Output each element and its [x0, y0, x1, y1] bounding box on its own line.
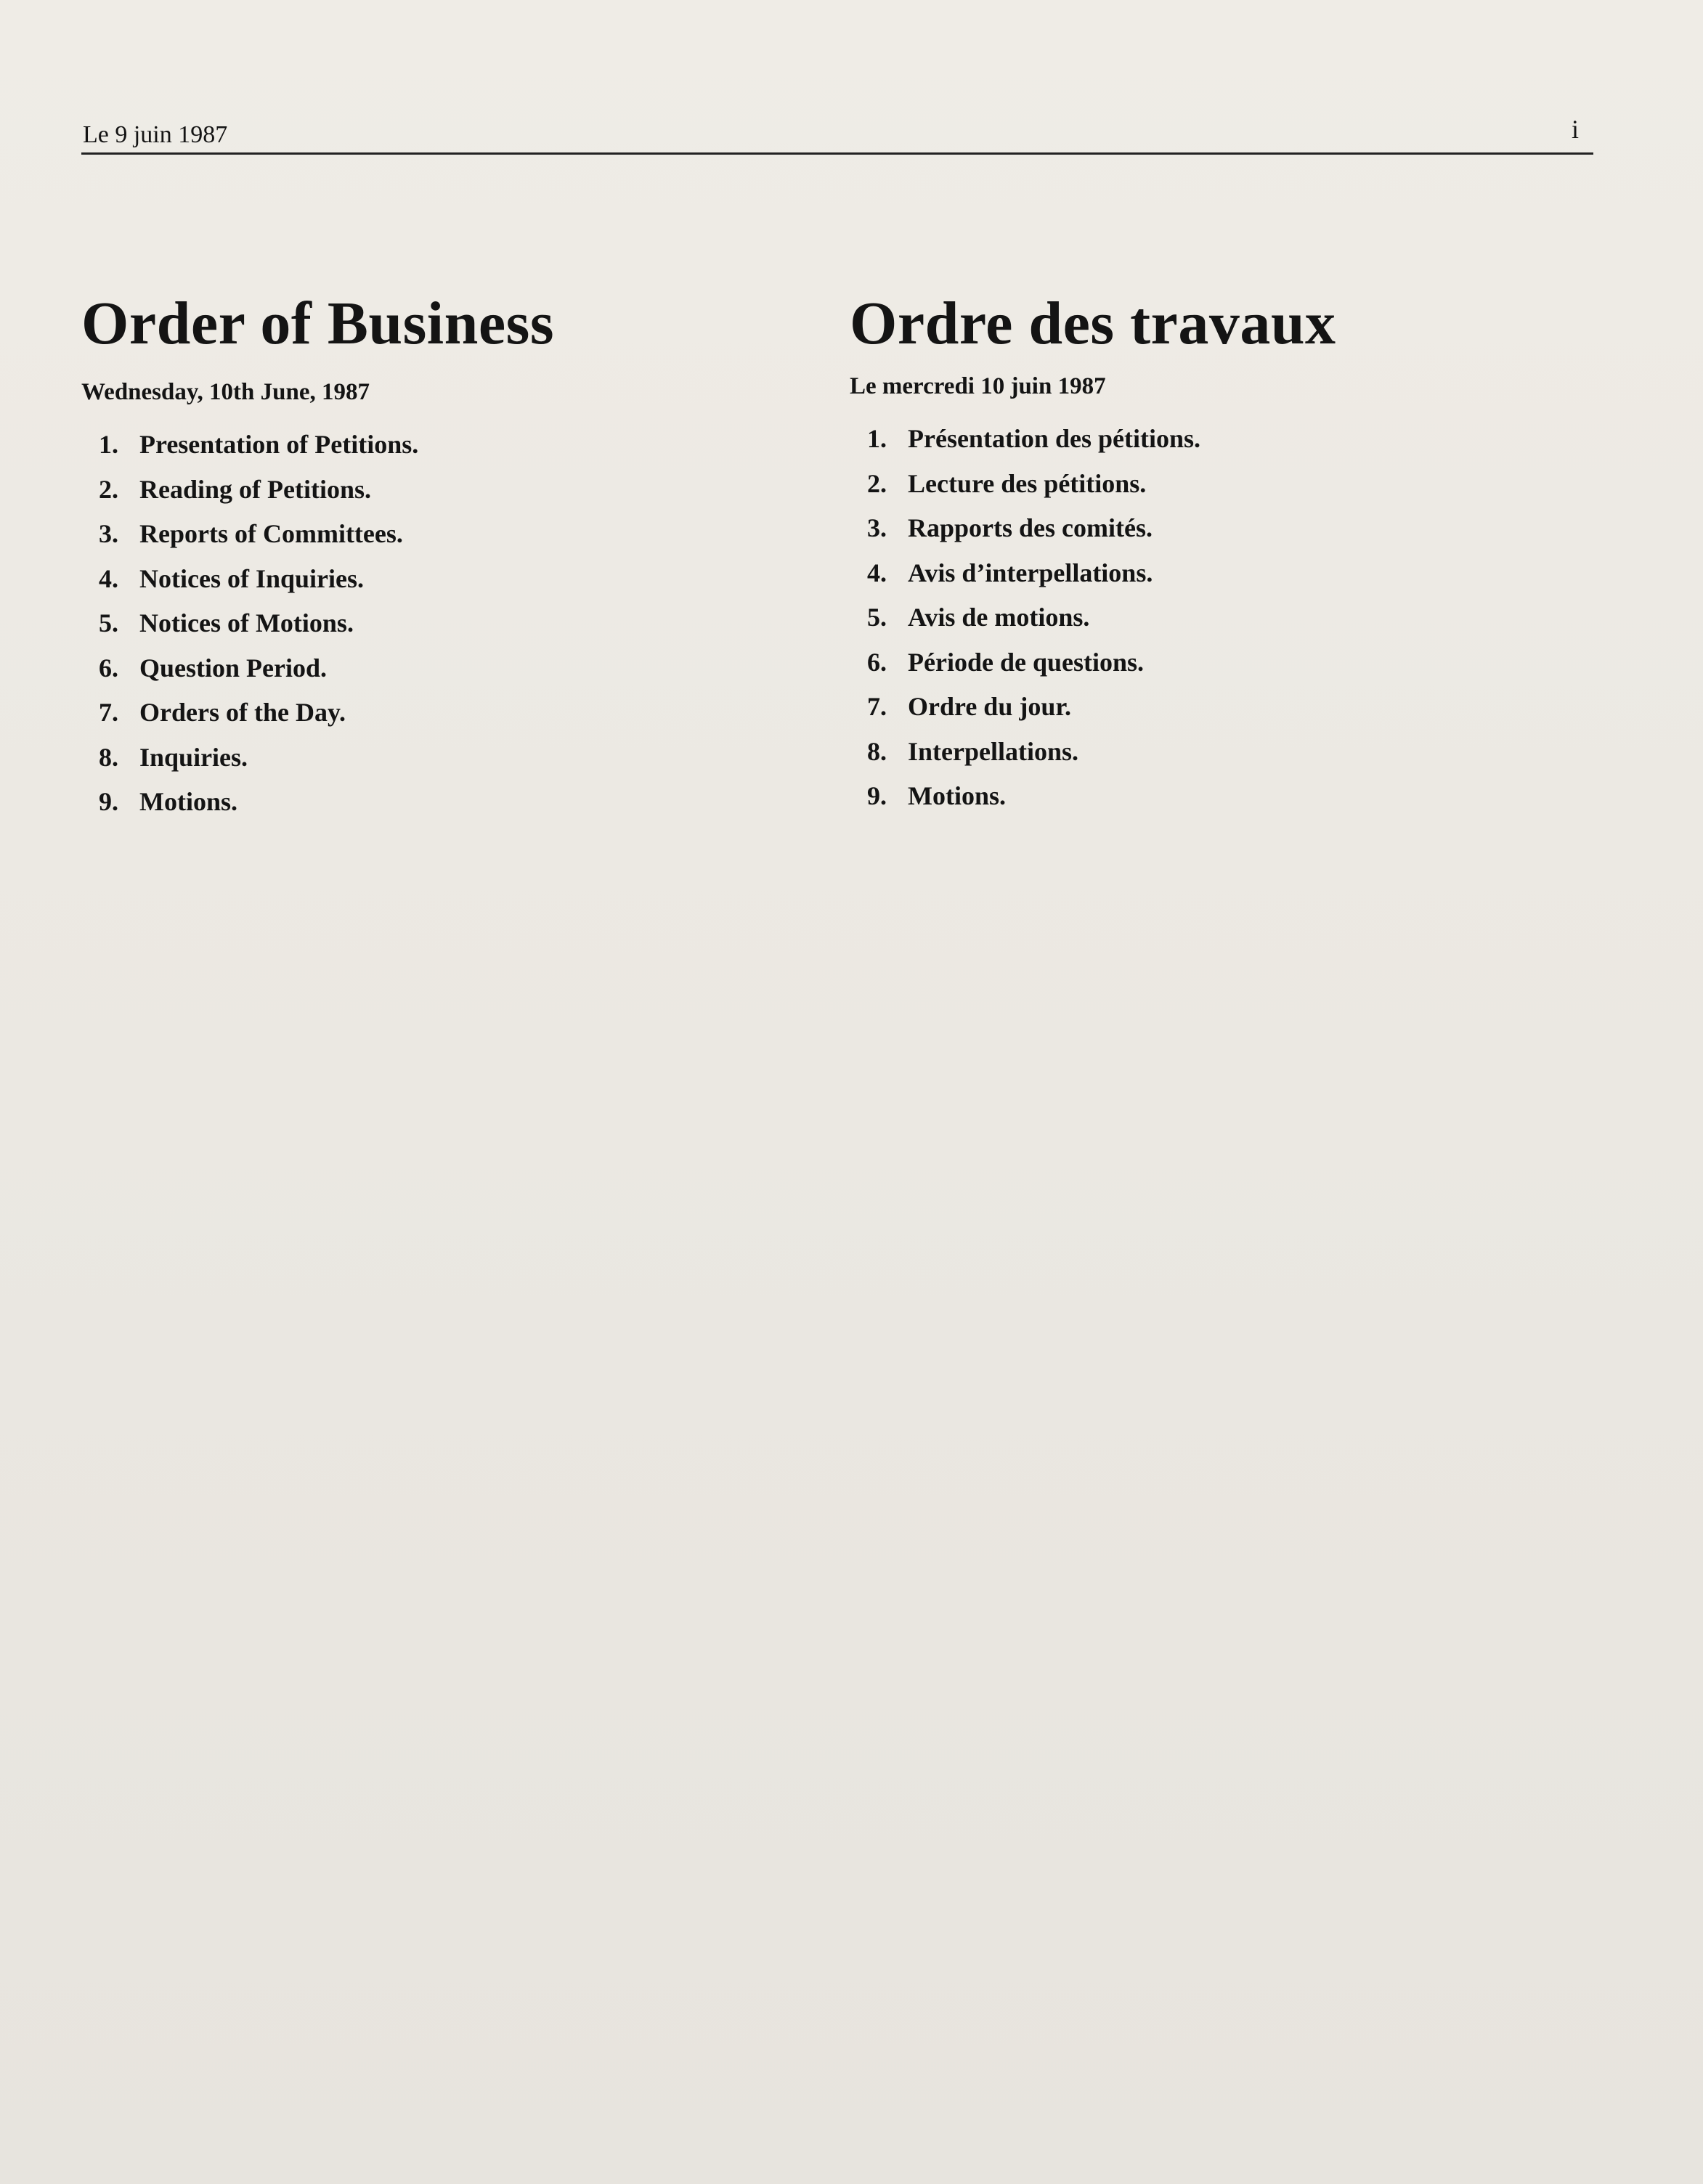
- list-item: [99, 601, 554, 646]
- item-number: 5.: [99, 608, 118, 637]
- english-date-subtitle: Wednesday, 10th June, 1987: [81, 379, 370, 405]
- item-label: Motions.: [908, 781, 1006, 810]
- list-item: [867, 595, 1336, 640]
- list-item: [867, 730, 1336, 775]
- list-item: [99, 557, 554, 602]
- list-item: [867, 640, 1336, 685]
- list-item: [867, 774, 1336, 819]
- list-item: [99, 780, 554, 825]
- item-number: 6.: [99, 653, 118, 682]
- item-label: Reading of Petitions.: [139, 474, 371, 504]
- item-number: 7.: [867, 692, 887, 721]
- item-label: Notices of Inquiries.: [139, 563, 364, 593]
- french-date-subtitle: Le mercredi 10 juin 1987: [850, 373, 1106, 399]
- item-label: Période de questions.: [908, 647, 1145, 677]
- item-number: 6.: [867, 647, 887, 677]
- item-label: Question Period.: [139, 653, 327, 682]
- list-item: [867, 417, 1336, 462]
- french-order-list: [867, 417, 1336, 819]
- item-label: Rapports des comités.: [908, 513, 1153, 542]
- item-number: 8.: [867, 736, 887, 766]
- item-label: Avis de motions.: [908, 603, 1090, 632]
- page-number: i: [1572, 115, 1580, 144]
- item-label: Avis d’interpellations.: [908, 558, 1153, 587]
- item-number: 9.: [99, 787, 118, 816]
- english-column: [81, 289, 554, 825]
- item-label: Notices of Motions.: [139, 608, 354, 637]
- item-number: 8.: [99, 742, 118, 772]
- item-number: 9.: [867, 781, 887, 810]
- list-item: [99, 646, 554, 691]
- list-item: [99, 512, 554, 557]
- item-number: 1.: [99, 430, 118, 459]
- item-number: 5.: [867, 603, 887, 632]
- item-number: 2.: [99, 474, 118, 504]
- item-label: Presentation of Petitions.: [139, 430, 419, 459]
- list-item: [99, 736, 554, 781]
- list-item: [99, 690, 554, 736]
- header-rule: [81, 152, 1593, 155]
- item-number: 4.: [867, 558, 887, 587]
- item-number: 1.: [867, 424, 887, 453]
- item-label: Ordre du jour.: [908, 692, 1072, 721]
- list-item: [99, 468, 554, 513]
- french-column: [850, 289, 1336, 819]
- item-number: 4.: [99, 563, 118, 593]
- item-label: Lecture des pétitions.: [908, 468, 1147, 498]
- english-order-list: [99, 423, 554, 825]
- item-number: 7.: [99, 698, 118, 727]
- item-label: Interpellations.: [908, 736, 1079, 766]
- item-label: Présentation des pétitions.: [908, 424, 1200, 453]
- item-label: Inquiries.: [139, 742, 248, 772]
- header-date: Le 9 juin 1987: [83, 121, 228, 148]
- item-number: 3.: [99, 519, 118, 548]
- item-label: Motions.: [139, 787, 237, 816]
- list-item: [867, 685, 1336, 730]
- french-title: Ordre des travaux: [850, 290, 1336, 357]
- item-label: Reports of Committees.: [139, 519, 403, 548]
- item-number: 3.: [867, 513, 887, 542]
- list-item: [867, 462, 1336, 507]
- item-number: 2.: [867, 468, 887, 498]
- list-item: [99, 423, 554, 468]
- list-item: [867, 506, 1336, 551]
- list-item: [867, 551, 1336, 596]
- item-label: Orders of the Day.: [139, 698, 346, 727]
- english-title: Order of Business: [81, 290, 555, 357]
